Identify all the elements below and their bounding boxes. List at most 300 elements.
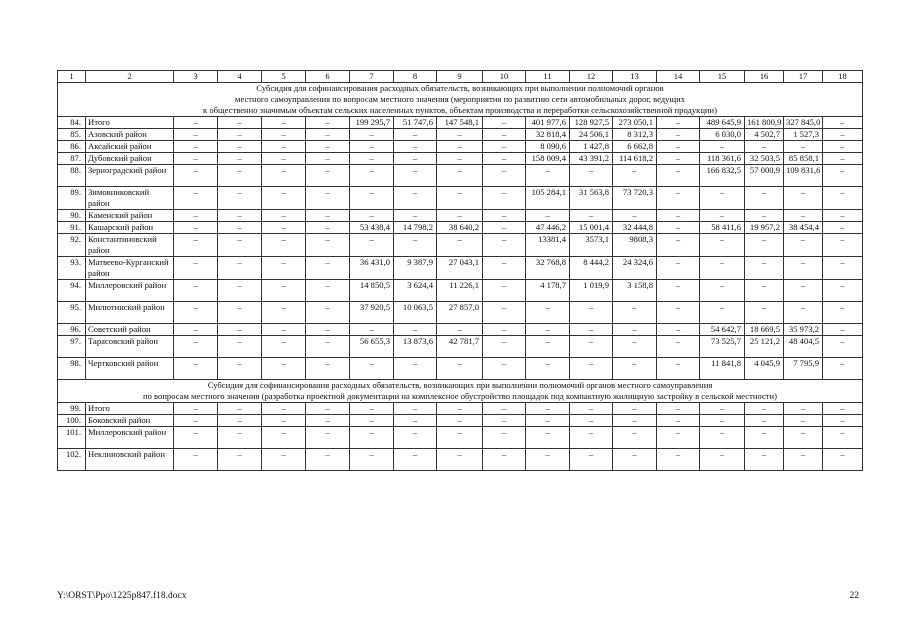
row-number: 87. bbox=[58, 152, 86, 164]
value-cell: 24 324,6 bbox=[613, 256, 657, 279]
value-cell: – bbox=[262, 116, 306, 128]
value-cell: – bbox=[437, 402, 483, 414]
value-cell: – bbox=[745, 426, 784, 448]
district-name: Матвеево-Курганский район bbox=[86, 256, 174, 279]
table-row bbox=[58, 221, 863, 233]
value-cell: – bbox=[394, 357, 437, 379]
value-cell: – bbox=[262, 335, 306, 357]
value-cell: – bbox=[526, 209, 570, 221]
value-cell: 38 640,2 bbox=[437, 221, 483, 233]
value-cell: – bbox=[483, 186, 526, 209]
value-cell: – bbox=[745, 279, 784, 301]
value-cell: – bbox=[823, 128, 863, 140]
header-cell: 8 bbox=[394, 71, 437, 83]
value-cell: – bbox=[262, 256, 306, 279]
value-cell: – bbox=[483, 116, 526, 128]
value-cell: – bbox=[437, 209, 483, 221]
value-cell: – bbox=[174, 301, 218, 323]
value-cell: – bbox=[784, 301, 823, 323]
value-cell: – bbox=[262, 426, 306, 448]
table-row bbox=[58, 209, 863, 221]
value-cell: 73 525,7 bbox=[700, 335, 745, 357]
value-cell: – bbox=[218, 164, 262, 186]
value-cell: – bbox=[823, 448, 863, 470]
district-name: Дубовский район bbox=[86, 152, 174, 164]
value-cell: – bbox=[823, 402, 863, 414]
value-cell: – bbox=[262, 414, 306, 426]
header-cell: 1 bbox=[58, 71, 86, 83]
value-cell: – bbox=[437, 128, 483, 140]
district-name: Зерноградский район bbox=[86, 164, 174, 186]
value-cell: – bbox=[657, 186, 700, 209]
value-cell: – bbox=[262, 402, 306, 414]
value-cell: – bbox=[745, 414, 784, 426]
value-cell: – bbox=[613, 164, 657, 186]
table-row bbox=[58, 186, 863, 209]
value-cell: 489 645,9 bbox=[700, 116, 745, 128]
value-cell: 85 858,1 bbox=[784, 152, 823, 164]
value-cell: – bbox=[174, 426, 218, 448]
value-cell: – bbox=[218, 128, 262, 140]
value-cell: 32 818,4 bbox=[526, 128, 570, 140]
value-cell: – bbox=[306, 209, 350, 221]
row-number: 88. bbox=[58, 164, 86, 186]
table-row bbox=[58, 233, 863, 256]
district-name: Зимовниковский район bbox=[86, 186, 174, 209]
value-cell: – bbox=[613, 414, 657, 426]
value-cell: – bbox=[174, 323, 218, 335]
district-name: Аксайский район bbox=[86, 140, 174, 152]
value-cell: – bbox=[613, 335, 657, 357]
value-cell: – bbox=[784, 279, 823, 301]
value-cell: – bbox=[823, 323, 863, 335]
value-cell: – bbox=[437, 186, 483, 209]
value-cell: – bbox=[483, 323, 526, 335]
value-cell: – bbox=[350, 152, 394, 164]
value-cell: – bbox=[306, 256, 350, 279]
row-number: 93. bbox=[58, 256, 86, 279]
value-cell: – bbox=[394, 164, 437, 186]
value-cell: – bbox=[262, 233, 306, 256]
value-cell: – bbox=[437, 164, 483, 186]
row-number: 89. bbox=[58, 186, 86, 209]
header-cell: 15 bbox=[700, 71, 745, 83]
value-cell: 9808,3 bbox=[613, 233, 657, 256]
value-cell: – bbox=[218, 402, 262, 414]
value-cell: 37 920,5 bbox=[350, 301, 394, 323]
value-cell: – bbox=[657, 323, 700, 335]
table-row bbox=[58, 357, 863, 379]
value-cell: – bbox=[174, 164, 218, 186]
value-cell: – bbox=[570, 357, 613, 379]
value-cell: 114 618,2 bbox=[613, 152, 657, 164]
value-cell: 18 669,5 bbox=[745, 323, 784, 335]
row-number: 84. bbox=[58, 116, 86, 128]
header-cell: 4 bbox=[218, 71, 262, 83]
value-cell: – bbox=[700, 426, 745, 448]
value-cell: – bbox=[784, 448, 823, 470]
value-cell: – bbox=[306, 186, 350, 209]
value-cell: – bbox=[218, 426, 262, 448]
value-cell: – bbox=[657, 402, 700, 414]
value-cell: – bbox=[437, 140, 483, 152]
district-name: Константиновский район bbox=[86, 233, 174, 256]
value-cell: – bbox=[350, 448, 394, 470]
value-cell: – bbox=[350, 140, 394, 152]
value-cell: 57 000,9 bbox=[745, 164, 784, 186]
value-cell: – bbox=[394, 402, 437, 414]
header-cell: 12 bbox=[570, 71, 613, 83]
value-cell: – bbox=[700, 140, 745, 152]
value-cell: 11 226,1 bbox=[437, 279, 483, 301]
value-cell: 54 642,7 bbox=[700, 323, 745, 335]
district-name: Каменский район bbox=[86, 209, 174, 221]
value-cell: – bbox=[657, 209, 700, 221]
value-cell: – bbox=[174, 128, 218, 140]
value-cell: 4 045,9 bbox=[745, 357, 784, 379]
value-cell: – bbox=[526, 448, 570, 470]
header-cell: 14 bbox=[657, 71, 700, 83]
value-cell: 11 841,8 bbox=[700, 357, 745, 379]
row-number: 102. bbox=[58, 448, 86, 470]
value-cell: – bbox=[784, 140, 823, 152]
value-cell: – bbox=[483, 426, 526, 448]
row-number: 85. bbox=[58, 128, 86, 140]
value-cell: – bbox=[483, 164, 526, 186]
value-cell: – bbox=[483, 233, 526, 256]
value-cell: 118 361,6 bbox=[700, 152, 745, 164]
page-number: 22 bbox=[849, 591, 859, 601]
value-cell: – bbox=[262, 140, 306, 152]
value-cell: – bbox=[262, 448, 306, 470]
table-row bbox=[58, 256, 863, 279]
value-cell: – bbox=[394, 448, 437, 470]
value-cell: 8 090,6 bbox=[526, 140, 570, 152]
value-cell: – bbox=[394, 152, 437, 164]
value-cell: – bbox=[262, 357, 306, 379]
value-cell: – bbox=[483, 414, 526, 426]
value-cell: 35 973,2 bbox=[784, 323, 823, 335]
value-cell: – bbox=[613, 209, 657, 221]
value-cell: – bbox=[174, 116, 218, 128]
value-cell: – bbox=[657, 164, 700, 186]
value-cell: – bbox=[657, 116, 700, 128]
value-cell: – bbox=[745, 186, 784, 209]
footer-file-path: Y:\ORST\Ppo\1225p847.f18.docx bbox=[57, 591, 187, 601]
value-cell: 161 800,9 bbox=[745, 116, 784, 128]
row-number: 91. bbox=[58, 221, 86, 233]
value-cell: – bbox=[174, 152, 218, 164]
table-row bbox=[58, 301, 863, 323]
value-cell: – bbox=[745, 448, 784, 470]
value-cell: 4 502,7 bbox=[745, 128, 784, 140]
value-cell: – bbox=[437, 233, 483, 256]
value-cell: – bbox=[306, 357, 350, 379]
district-name: Миллеровский район bbox=[86, 279, 174, 301]
value-cell: – bbox=[262, 152, 306, 164]
value-cell: – bbox=[700, 448, 745, 470]
value-cell: 58 411,6 bbox=[700, 221, 745, 233]
section-title bbox=[58, 379, 863, 402]
value-cell: 53 438,4 bbox=[350, 221, 394, 233]
value-cell: 14 850,5 bbox=[350, 279, 394, 301]
value-cell: – bbox=[350, 323, 394, 335]
row-number: 96. bbox=[58, 323, 86, 335]
value-cell: – bbox=[218, 256, 262, 279]
value-cell: 47 446,2 bbox=[526, 221, 570, 233]
header-cell: 18 bbox=[823, 71, 863, 83]
value-cell: – bbox=[823, 426, 863, 448]
row-number: 86. bbox=[58, 140, 86, 152]
value-cell: – bbox=[657, 279, 700, 301]
value-cell: – bbox=[526, 402, 570, 414]
value-cell: – bbox=[174, 279, 218, 301]
value-cell: – bbox=[306, 116, 350, 128]
table-row bbox=[58, 128, 863, 140]
row-number: 97. bbox=[58, 335, 86, 357]
value-cell: – bbox=[613, 301, 657, 323]
value-cell: – bbox=[262, 279, 306, 301]
subsidy-table bbox=[57, 70, 863, 471]
district-name: Боковский район bbox=[86, 414, 174, 426]
value-cell: – bbox=[613, 448, 657, 470]
value-cell: – bbox=[745, 301, 784, 323]
value-cell: 8 312,3 bbox=[613, 128, 657, 140]
value-cell: – bbox=[306, 128, 350, 140]
value-cell: – bbox=[306, 448, 350, 470]
value-cell: – bbox=[823, 335, 863, 357]
value-cell: – bbox=[218, 186, 262, 209]
value-cell: – bbox=[657, 152, 700, 164]
header-cell: 2 bbox=[86, 71, 174, 83]
value-cell: – bbox=[437, 323, 483, 335]
value-cell: – bbox=[218, 116, 262, 128]
value-cell: – bbox=[784, 426, 823, 448]
value-cell: – bbox=[483, 140, 526, 152]
value-cell: – bbox=[526, 323, 570, 335]
value-cell: – bbox=[350, 402, 394, 414]
value-cell: – bbox=[745, 233, 784, 256]
value-cell: – bbox=[218, 209, 262, 221]
value-cell: – bbox=[570, 323, 613, 335]
district-name: Неклиновский район bbox=[86, 448, 174, 470]
value-cell: – bbox=[700, 256, 745, 279]
value-cell: 42 781,7 bbox=[437, 335, 483, 357]
value-cell: 48 404,5 bbox=[784, 335, 823, 357]
value-cell: 3 158,8 bbox=[613, 279, 657, 301]
header-cell: 9 bbox=[437, 71, 483, 83]
value-cell: – bbox=[306, 402, 350, 414]
value-cell: – bbox=[350, 233, 394, 256]
value-cell: – bbox=[262, 323, 306, 335]
value-cell: – bbox=[613, 426, 657, 448]
value-cell: – bbox=[784, 209, 823, 221]
value-cell: – bbox=[700, 209, 745, 221]
value-cell: 27 043,1 bbox=[437, 256, 483, 279]
value-cell: – bbox=[784, 233, 823, 256]
value-cell: 158 009,4 bbox=[526, 152, 570, 164]
value-cell: – bbox=[174, 357, 218, 379]
value-cell: – bbox=[218, 233, 262, 256]
value-cell: – bbox=[394, 414, 437, 426]
table-row bbox=[58, 414, 863, 426]
value-cell: – bbox=[306, 323, 350, 335]
value-cell: 25 121,2 bbox=[745, 335, 784, 357]
value-cell: – bbox=[218, 152, 262, 164]
value-cell: – bbox=[262, 186, 306, 209]
row-number: 92. bbox=[58, 233, 86, 256]
value-cell: – bbox=[570, 426, 613, 448]
value-cell: – bbox=[350, 128, 394, 140]
value-cell: – bbox=[700, 402, 745, 414]
value-cell: – bbox=[174, 233, 218, 256]
value-cell: – bbox=[394, 128, 437, 140]
header-cell: 6 bbox=[306, 71, 350, 83]
value-cell: – bbox=[262, 301, 306, 323]
value-cell: – bbox=[823, 357, 863, 379]
value-cell: – bbox=[823, 116, 863, 128]
district-name: Итого bbox=[86, 116, 174, 128]
table-body bbox=[58, 71, 863, 471]
value-cell: – bbox=[657, 357, 700, 379]
value-cell: – bbox=[218, 335, 262, 357]
value-cell: – bbox=[483, 128, 526, 140]
section-title-line: Субсидия для софинансирования расходных обязательств, возникающих при выполнении полномочий органов bbox=[256, 82, 664, 93]
value-cell: – bbox=[483, 448, 526, 470]
header-row bbox=[58, 71, 863, 83]
district-name: Тарасовский район bbox=[86, 335, 174, 357]
value-cell: 56 655,3 bbox=[350, 335, 394, 357]
value-cell: – bbox=[437, 448, 483, 470]
value-cell: – bbox=[174, 221, 218, 233]
value-cell: – bbox=[350, 426, 394, 448]
value-cell: 19 957,2 bbox=[745, 221, 784, 233]
value-cell: 24 506,1 bbox=[570, 128, 613, 140]
value-cell: – bbox=[350, 414, 394, 426]
header-cell: 16 bbox=[745, 71, 784, 83]
value-cell: – bbox=[174, 256, 218, 279]
value-cell: – bbox=[526, 335, 570, 357]
value-cell: – bbox=[262, 164, 306, 186]
value-cell: 7 795,9 bbox=[784, 357, 823, 379]
value-cell: – bbox=[483, 256, 526, 279]
value-cell: – bbox=[700, 279, 745, 301]
value-cell: – bbox=[745, 256, 784, 279]
table-row bbox=[58, 402, 863, 414]
value-cell: 105 284,1 bbox=[526, 186, 570, 209]
value-cell: – bbox=[306, 152, 350, 164]
table-row bbox=[58, 164, 863, 186]
value-cell: – bbox=[526, 414, 570, 426]
value-cell: – bbox=[394, 426, 437, 448]
value-cell: – bbox=[174, 140, 218, 152]
value-cell: – bbox=[394, 323, 437, 335]
value-cell: – bbox=[657, 221, 700, 233]
value-cell: – bbox=[823, 209, 863, 221]
value-cell: – bbox=[613, 323, 657, 335]
table-row bbox=[58, 279, 863, 301]
value-cell: – bbox=[657, 335, 700, 357]
value-cell: 15 001,4 bbox=[570, 221, 613, 233]
district-name: Советский район bbox=[86, 323, 174, 335]
value-cell: – bbox=[306, 335, 350, 357]
table-row bbox=[58, 448, 863, 470]
table-row bbox=[58, 323, 863, 335]
value-cell: 6 030,0 bbox=[700, 128, 745, 140]
district-name: Азовский район bbox=[86, 128, 174, 140]
value-cell: – bbox=[306, 140, 350, 152]
value-cell: – bbox=[218, 221, 262, 233]
value-cell: – bbox=[306, 414, 350, 426]
value-cell: 6 662,8 bbox=[613, 140, 657, 152]
value-cell: – bbox=[784, 186, 823, 209]
value-cell: 1 019,9 bbox=[570, 279, 613, 301]
value-cell: – bbox=[437, 414, 483, 426]
value-cell: – bbox=[613, 357, 657, 379]
value-cell: 14 798,2 bbox=[394, 221, 437, 233]
table-row bbox=[58, 116, 863, 128]
value-cell: 51 747,6 bbox=[394, 116, 437, 128]
value-cell: 128 927,5 bbox=[570, 116, 613, 128]
value-cell: – bbox=[823, 256, 863, 279]
row-number: 99. bbox=[58, 402, 86, 414]
value-cell: – bbox=[394, 140, 437, 152]
value-cell: – bbox=[306, 301, 350, 323]
value-cell: – bbox=[526, 164, 570, 186]
value-cell: 32 444,8 bbox=[613, 221, 657, 233]
value-cell: – bbox=[657, 140, 700, 152]
value-cell: – bbox=[174, 414, 218, 426]
header-cell: 17 bbox=[784, 71, 823, 83]
value-cell: 73 720,3 bbox=[613, 186, 657, 209]
value-cell: – bbox=[570, 402, 613, 414]
value-cell: 3573,1 bbox=[570, 233, 613, 256]
value-cell: – bbox=[570, 414, 613, 426]
value-cell: – bbox=[657, 448, 700, 470]
value-cell: – bbox=[700, 414, 745, 426]
value-cell: – bbox=[306, 426, 350, 448]
value-cell: – bbox=[218, 414, 262, 426]
value-cell: – bbox=[700, 186, 745, 209]
value-cell: – bbox=[570, 301, 613, 323]
value-cell: – bbox=[262, 221, 306, 233]
value-cell: 13381,4 bbox=[526, 233, 570, 256]
value-cell: – bbox=[613, 402, 657, 414]
value-cell: 43 391,2 bbox=[570, 152, 613, 164]
value-cell: – bbox=[657, 128, 700, 140]
section-title-row bbox=[58, 82, 863, 116]
value-cell: – bbox=[483, 335, 526, 357]
value-cell: – bbox=[823, 164, 863, 186]
value-cell: – bbox=[218, 279, 262, 301]
value-cell: – bbox=[657, 256, 700, 279]
value-cell: – bbox=[657, 301, 700, 323]
value-cell: – bbox=[823, 152, 863, 164]
value-cell: – bbox=[526, 357, 570, 379]
value-cell: 3 624,4 bbox=[394, 279, 437, 301]
value-cell: – bbox=[745, 402, 784, 414]
value-cell: – bbox=[174, 402, 218, 414]
value-cell: – bbox=[823, 140, 863, 152]
value-cell: – bbox=[657, 426, 700, 448]
value-cell: – bbox=[784, 256, 823, 279]
value-cell: 13 873,6 bbox=[394, 335, 437, 357]
value-cell: 1 427,8 bbox=[570, 140, 613, 152]
value-cell: – bbox=[823, 279, 863, 301]
value-cell: 32 768,8 bbox=[526, 256, 570, 279]
header-cell: 3 bbox=[174, 71, 218, 83]
section-title bbox=[58, 82, 863, 116]
